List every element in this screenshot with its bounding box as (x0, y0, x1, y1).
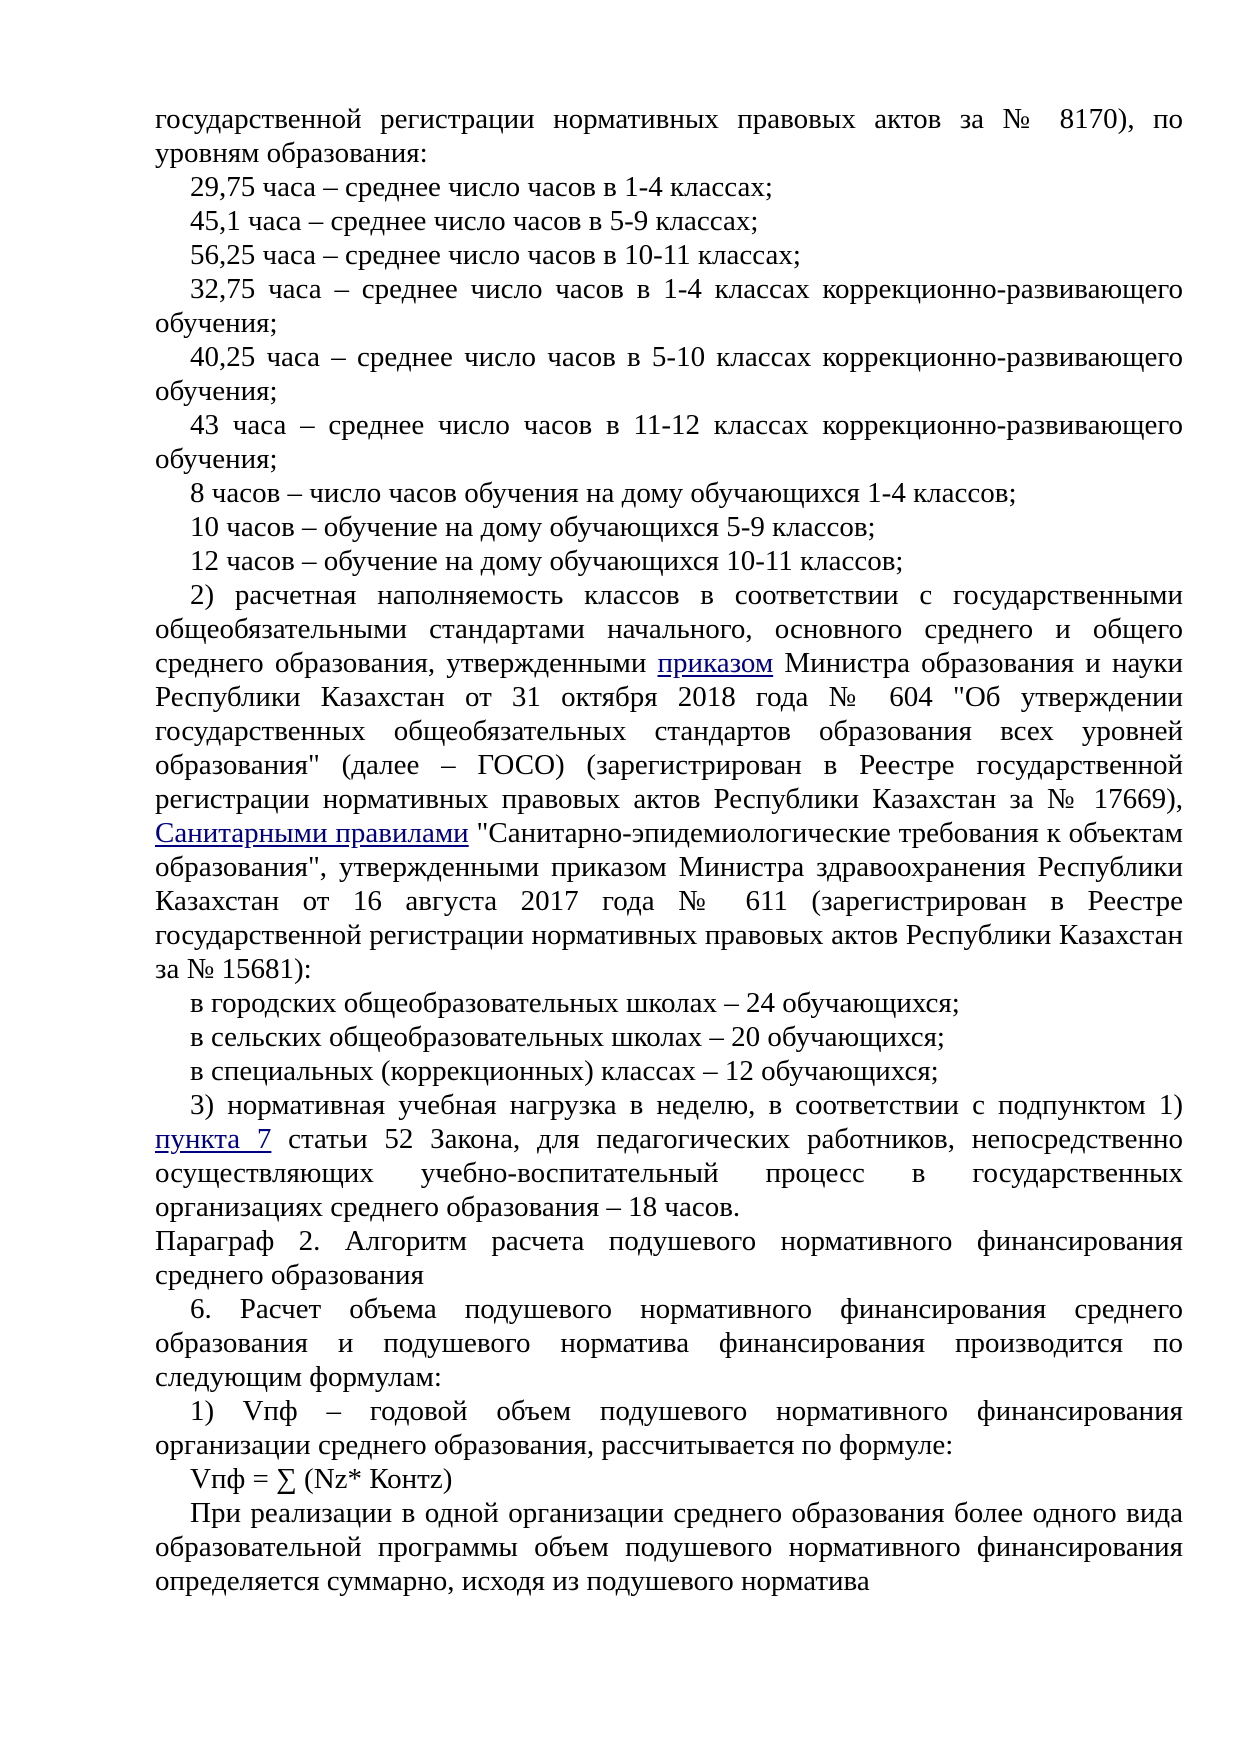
text-run: государственной регистрации нормативных правовых актов за № 8170), по уровням образования: (155, 103, 1183, 169)
text-run: При реализации в одной организации среднего образования более одного вида образовательной программы объем подушевого нормативного финансирования определяется суммарно, исходя из подушевого норматива (155, 1497, 1183, 1597)
paragraph (155, 340, 1183, 408)
paragraph (155, 544, 1183, 578)
text-run: статьи 52 Закона, для педагогических работников, непосредственно осуществляющих учебно-воспитательный процесс в государственных организациях среднего образования – 18 часов. (155, 1123, 1183, 1223)
text-run: в городских общеобразовательных школах – 24 обучающихся; (190, 987, 960, 1019)
paragraph (155, 578, 1183, 986)
text-run: Министра образования и науки Республики Казахстан от 31 октября 2018 года № 604 "Об утверждении государственных общеобязательных стандартов образования всех уровней образования" (далее – ГОСО) (зарегистрирован в Реестре государственной регистрации нормативных правовых актов Республики Казахстан за № 17669), (155, 647, 1183, 815)
paragraph (155, 510, 1183, 544)
paragraph (155, 1088, 1183, 1224)
text-run: 3) нормативная учебная нагрузка в неделю, в соответствии с подпунктом 1) (190, 1089, 1183, 1121)
paragraph (155, 476, 1183, 510)
text-run: Vпф = ∑ (Nz* Контz) (190, 1463, 453, 1495)
paragraph (155, 238, 1183, 272)
text-run: 2) расчетная наполняемость классов в соответствии с государственными общеобязательными стандартами начального, основного среднего и общего среднего образования, утвержденными (155, 579, 1183, 679)
paragraph (155, 102, 1183, 170)
paragraph (155, 986, 1183, 1020)
paragraph (155, 1462, 1183, 1496)
paragraph (155, 408, 1183, 476)
text-run: 8 часов – число часов обучения на дому обучающихся 1-4 классов; (190, 477, 1017, 509)
text-run: "Санитарно-эпидемиологические требования к объектам образования", утвержденными приказом Министра здравоохранения Республики Казахстан от 16 августа 2017 года № 611 (зарегистрирован в Реестре государственной регистрации нормативных правовых актов Республики Казахстан за № 15681): (155, 817, 1183, 985)
text-run: Параграф 2. Алгоритм расчета подушевого нормативного финансирования среднего образования (155, 1225, 1183, 1291)
text-run: 40,25 часа – среднее число часов в 5-10 классах коррекционно-развивающего обучения; (155, 341, 1183, 407)
paragraph (155, 1020, 1183, 1054)
text-run: 32,75 часа – среднее число часов в 1-4 классах коррекционно-развивающего обучения; (155, 273, 1183, 339)
text-run: 56,25 часа – среднее число часов в 10-11 классах; (190, 239, 801, 271)
paragraph (155, 204, 1183, 238)
paragraph (155, 1224, 1183, 1292)
text-run: 45,1 часа – среднее число часов в 5-9 классах; (190, 205, 759, 237)
paragraph (155, 272, 1183, 340)
hyperlink[interactable]: пункта 7 (155, 1123, 272, 1155)
text-run: 10 часов – обучение на дому обучающихся 5-9 классов; (190, 511, 876, 543)
text-run: 1) Vпф – годовой объем подушевого нормативного финансирования организации среднего образования, рассчитывается по формуле: (155, 1395, 1183, 1461)
text-run: 29,75 часа – среднее число часов в 1-4 классах; (190, 171, 773, 203)
paragraph (155, 1496, 1183, 1598)
text-run: 43 часа – среднее число часов в 11-12 классах коррекционно-развивающего обучения; (155, 409, 1183, 475)
text-run: 6. Расчет объема подушевого нормативного финансирования среднего образования и подушевого норматива финансирования производится по следующим формулам: (155, 1293, 1183, 1393)
text-run: 12 часов – обучение на дому обучающихся 10-11 классов; (190, 545, 904, 577)
hyperlink[interactable]: Санитарными правилами (155, 817, 469, 849)
paragraph (155, 1292, 1183, 1394)
text-run: в специальных (коррекционных) классах – 12 обучающихся; (190, 1055, 939, 1087)
paragraph (155, 1394, 1183, 1462)
hyperlink[interactable]: приказом (657, 647, 774, 679)
paragraph (155, 170, 1183, 204)
text-run: в сельских общеобразовательных школах – 20 обучающихся; (190, 1021, 945, 1053)
paragraph (155, 1054, 1183, 1088)
